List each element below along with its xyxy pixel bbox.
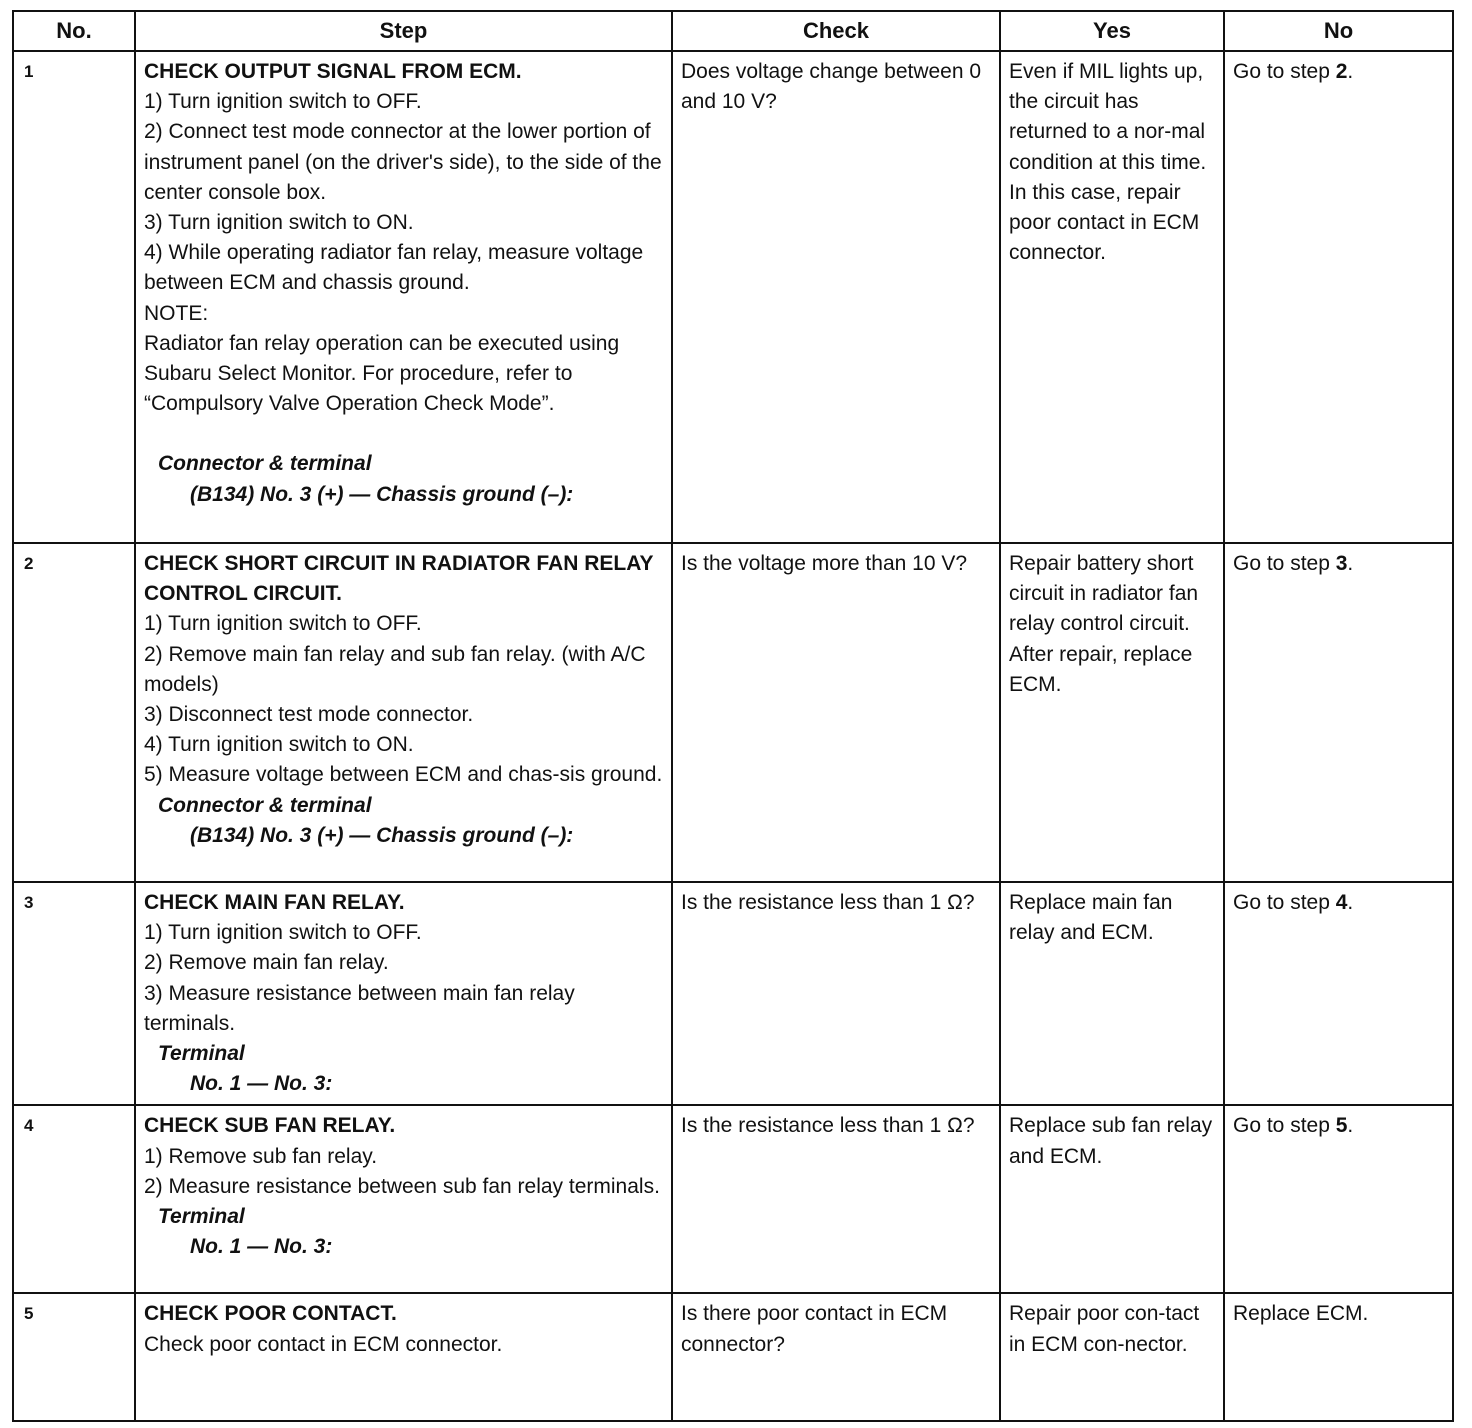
step-cell: [135, 1105, 672, 1293]
step-line: 3) Measure resistance between main fan relay terminals.: [144, 981, 575, 1035]
step-line: 2) Remove main fan relay and sub fan relay. (with A/C models): [144, 642, 646, 696]
terminal-value: (B134) No. 3 (+) — Chassis ground (–):: [190, 823, 574, 847]
step-line: 4) While operating radiator fan relay, measure voltage between ECM and chassis ground.: [144, 241, 644, 295]
no-text: Go to step: [1233, 891, 1336, 914]
step-line: 4) Turn ignition switch to ON.: [144, 733, 414, 757]
step-line: 3) Turn ignition switch to ON.: [144, 211, 414, 235]
step-line: 2) Remove main fan relay.: [144, 951, 389, 975]
step-title: CHECK SHORT CIRCUIT IN RADIATOR FAN RELAY CONTROL CIRCUIT.: [144, 552, 654, 606]
no-cell: [1224, 543, 1453, 882]
step-line: 3) Disconnect test mode connector.: [144, 703, 474, 727]
step-title: CHECK OUTPUT SIGNAL FROM ECM.: [144, 60, 522, 83]
check-cell: Does voltage change between 0 and 10 V?: [672, 51, 1000, 543]
terminal-label: Connector & terminal: [158, 452, 372, 476]
step-line: 5) Measure voltage between ECM and chas-sis ground.: [144, 763, 663, 787]
terminal-value: No. 1 — No. 3:: [190, 1235, 333, 1259]
yes-cell: Repair poor con-tact in ECM con-nector.: [1000, 1293, 1224, 1421]
step-line: 1) Turn ignition switch to OFF.: [144, 90, 422, 114]
yes-cell: Repair battery short circuit in radiator fan relay control circuit. After repair, replace ECM.: [1000, 543, 1224, 882]
step-number: 4: [13, 1105, 135, 1293]
no-suffix: .: [1347, 891, 1354, 914]
terminal-label: Terminal: [158, 1042, 245, 1066]
step-cell: [135, 1293, 672, 1421]
table-row: [13, 1105, 1453, 1293]
next-step-number: 5: [1335, 1114, 1348, 1138]
no-cell: Replace ECM.: [1224, 1293, 1453, 1421]
check-cell: Is the resistance less than 1 Ω?: [672, 882, 1000, 1105]
step-line: 2) Measure resistance between sub fan relay terminals.: [144, 1174, 660, 1198]
terminal-label: Terminal: [158, 1205, 245, 1229]
terminal-value: (B134) No. 3 (+) — Chassis ground (–):: [190, 482, 574, 506]
step-note-label: NOTE:: [144, 301, 209, 325]
step-line: 1) Remove sub fan relay.: [144, 1144, 378, 1168]
next-step-number: 3: [1335, 552, 1348, 575]
step-line: 2) Connect test mode connector at the lower portion of instrument panel (on the driver's side), to the side of the center console box.: [144, 120, 662, 204]
header-yes: Yes: [1000, 11, 1224, 51]
check-cell: Is the voltage more than 10 V?: [672, 543, 1000, 882]
no-cell: [1224, 1105, 1453, 1293]
check-cell: Is there poor contact in ECM connector?: [672, 1293, 1000, 1421]
header-step: Step: [135, 11, 672, 51]
next-step-number: 2: [1335, 60, 1348, 83]
yes-cell: Replace main fan relay and ECM.: [1000, 882, 1224, 1105]
step-cell: [135, 882, 672, 1105]
no-suffix: .: [1347, 552, 1354, 575]
step-cell: [135, 51, 672, 543]
terminal-label: Connector & terminal: [158, 793, 372, 817]
no-text: Go to step: [1233, 552, 1336, 575]
no-text: Go to step: [1233, 1114, 1336, 1138]
yes-cell: Even if MIL lights up, the circuit has returned to a nor-mal condition at this time. In this case, repair poor contact in ECM connector.: [1000, 51, 1224, 543]
step-title: CHECK POOR CONTACT.: [144, 1302, 397, 1326]
step-number: 5: [13, 1293, 135, 1421]
table-row: [13, 1293, 1453, 1421]
no-suffix: .: [1347, 60, 1354, 83]
no-cell: [1224, 51, 1453, 543]
step-number: 1: [13, 51, 135, 543]
table-row: [13, 882, 1453, 1105]
no-suffix: .: [1347, 1114, 1354, 1138]
next-step-number: 4: [1335, 891, 1348, 914]
no-text: Go to step: [1233, 60, 1336, 83]
step-title: CHECK MAIN FAN RELAY.: [144, 891, 405, 914]
step-line: Check poor contact in ECM connector.: [144, 1332, 503, 1356]
step-line: 1) Turn ignition switch to OFF.: [144, 921, 422, 945]
terminal-value: No. 1 — No. 3:: [190, 1072, 333, 1096]
step-number: 2: [13, 543, 135, 882]
table-row: [13, 543, 1453, 882]
diagnostic-table: [12, 10, 1454, 1422]
header-check: Check: [672, 11, 1000, 51]
header-no-action: No: [1224, 11, 1453, 51]
step-line: 1) Turn ignition switch to OFF.: [144, 612, 422, 636]
step-note-text: Radiator fan relay operation can be executed using Subaru Select Monitor. For procedure, refer to “Compulsory Valve Operation Check Mode”.: [144, 331, 620, 416]
header-no: No.: [13, 11, 135, 51]
no-cell: [1224, 882, 1453, 1105]
header-row: [13, 11, 1453, 51]
step-title: CHECK SUB FAN RELAY.: [144, 1114, 396, 1138]
diagnostic-procedure-sheet: [12, 10, 1454, 1422]
step-cell: [135, 543, 672, 882]
yes-cell: Replace sub fan relay and ECM.: [1000, 1105, 1224, 1293]
table-row: [13, 51, 1453, 543]
spacer: [144, 419, 663, 449]
step-number: 3: [13, 882, 135, 1105]
check-cell: Is the resistance less than 1 Ω?: [672, 1105, 1000, 1293]
